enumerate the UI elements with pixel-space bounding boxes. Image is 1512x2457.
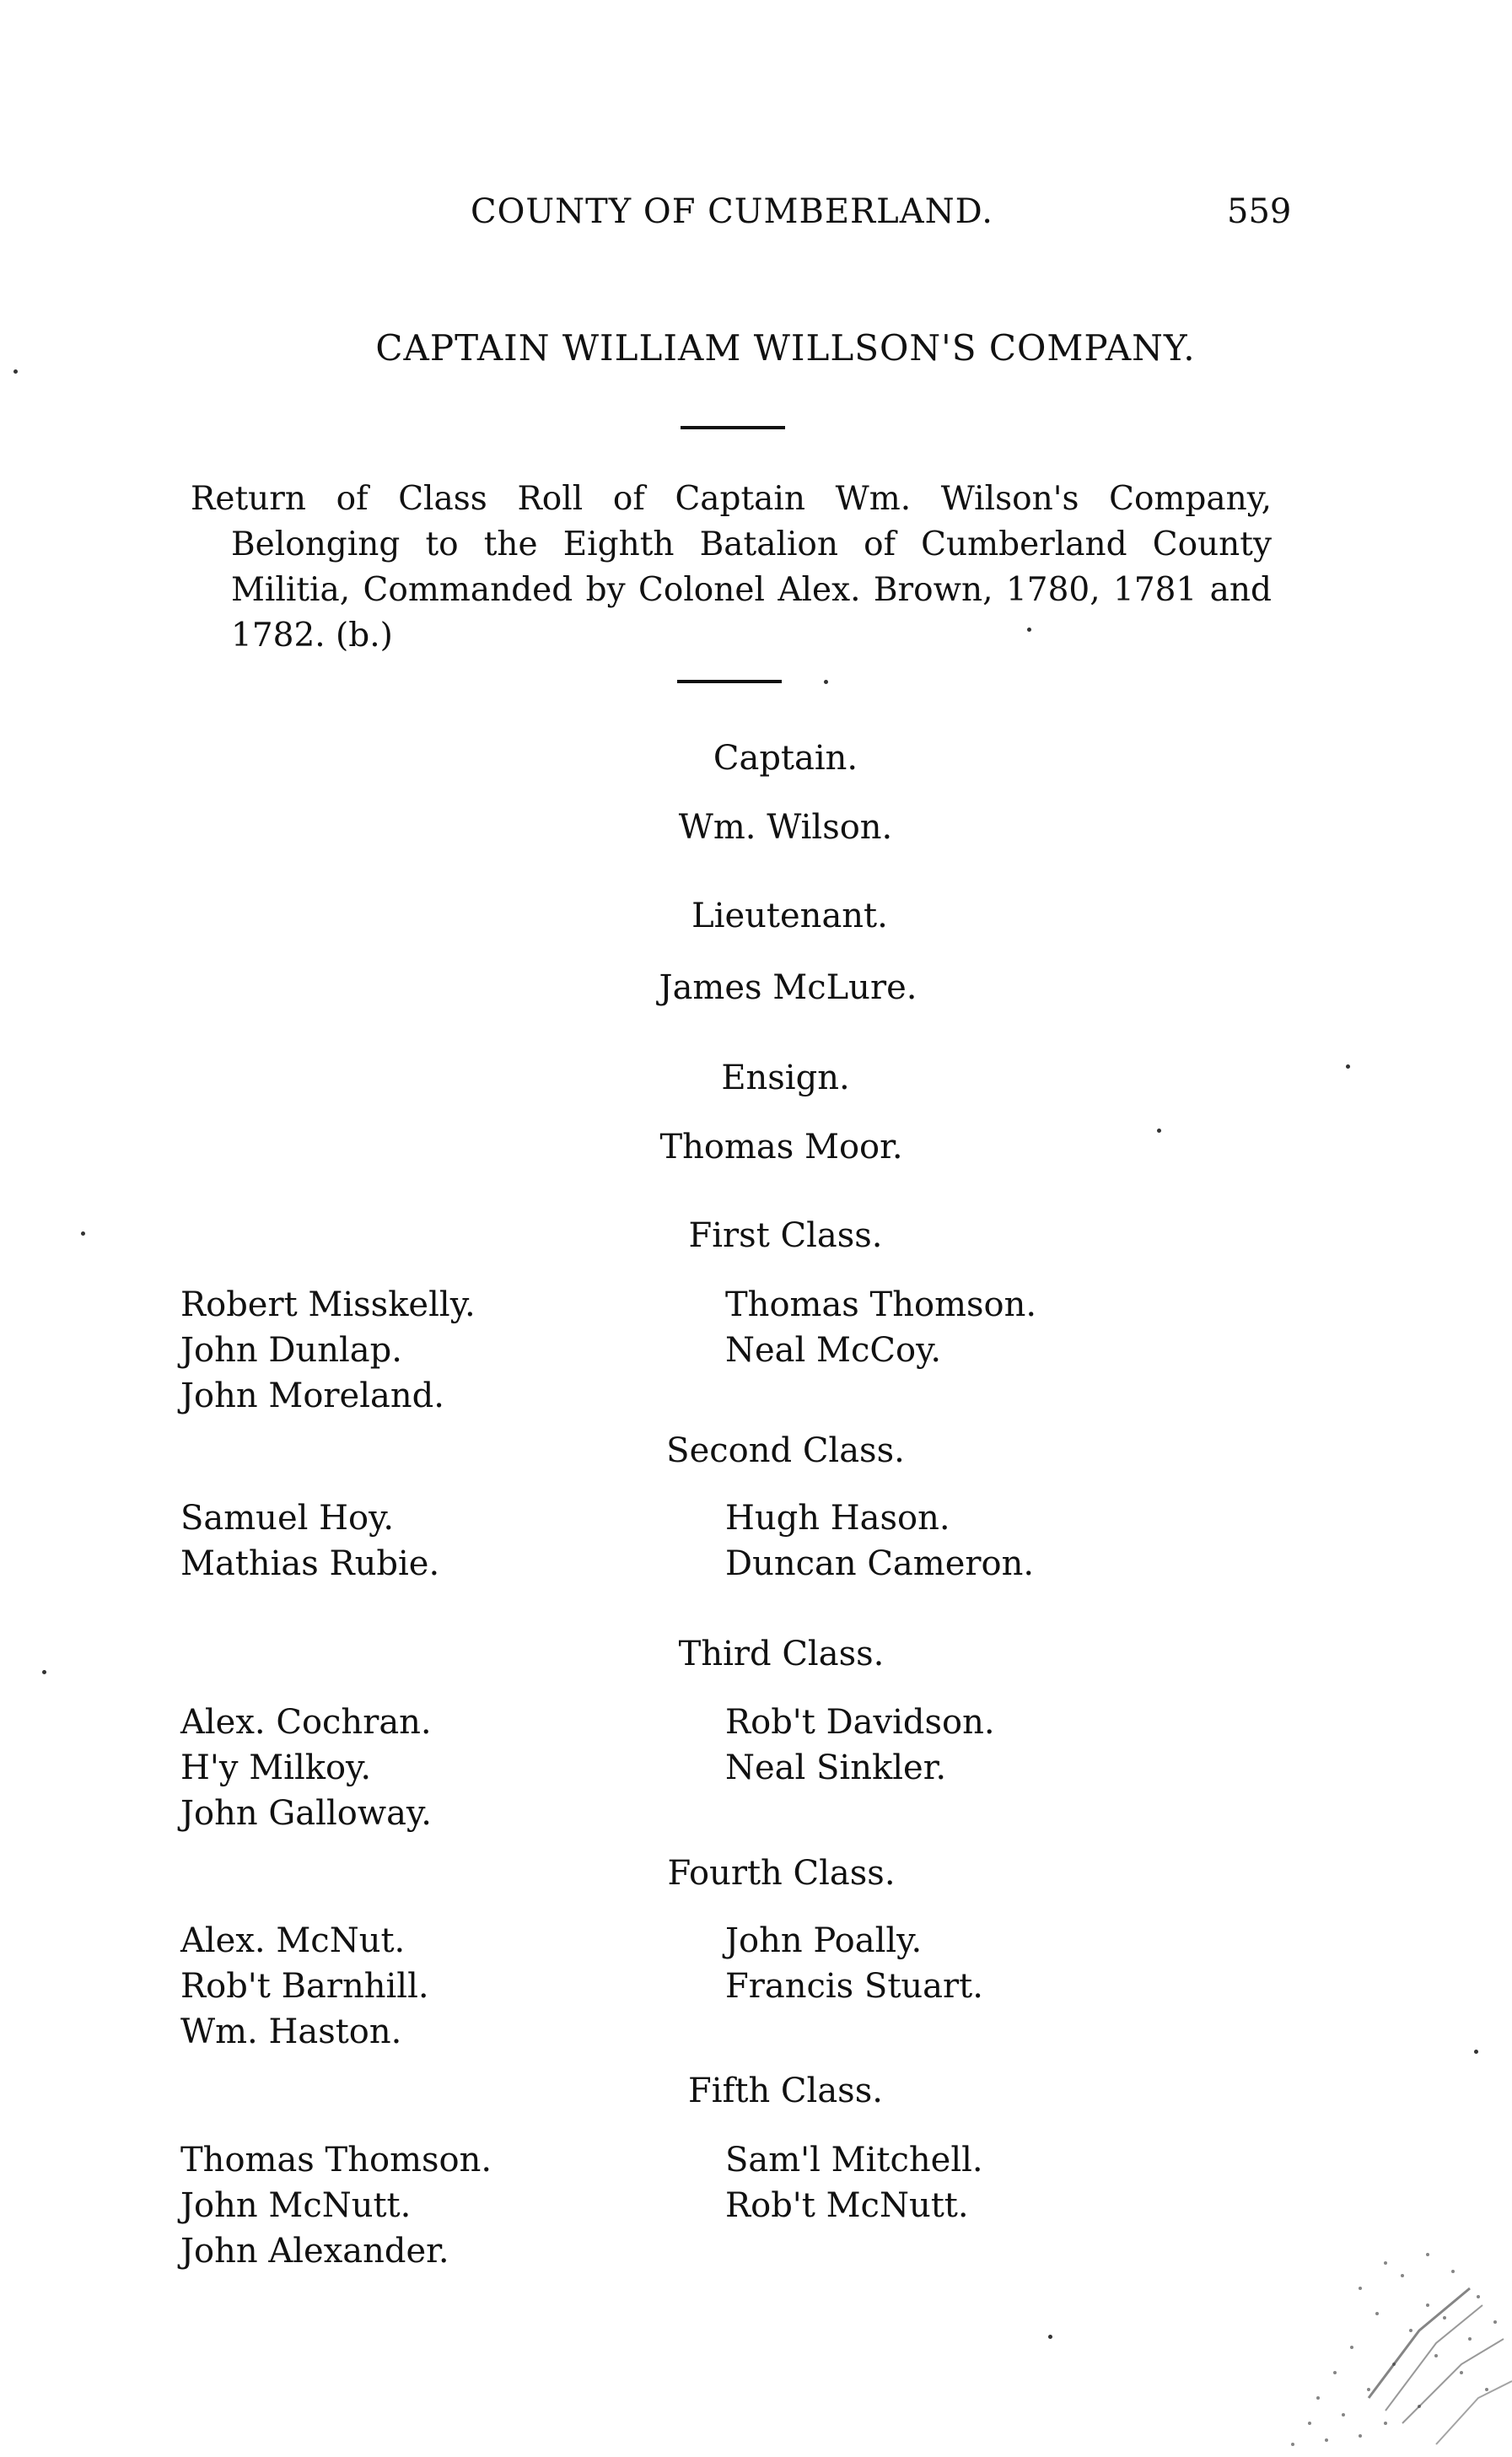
- class-roster-right-first: [725, 1282, 1036, 1373]
- section-title: CAPTAIN WILLIAM WILLSON'S COMPANY.: [375, 327, 1196, 369]
- page-number: 559: [1227, 192, 1292, 231]
- scan-speck: [1157, 1129, 1161, 1133]
- roster-name: John Poally.: [725, 1921, 923, 1960]
- roster-name: Robert Misskelly.: [180, 1285, 476, 1324]
- scan-speck: [1027, 628, 1031, 632]
- roster-name: Hugh Hason.: [725, 1499, 950, 1538]
- roster-name: Neal McCoy.: [725, 1331, 942, 1370]
- roster-name: John Galloway.: [180, 1794, 432, 1833]
- class-label-fifth: Fifth Class.: [688, 2072, 883, 2110]
- class-roster-left-second: [180, 1495, 439, 1587]
- scan-speck: [824, 680, 828, 684]
- lieutenant-name: James McLure.: [659, 968, 917, 1007]
- running-head: COUNTY OF CUMBERLAND.: [471, 192, 993, 231]
- scan-speck: [1474, 2050, 1478, 2054]
- scan-stain-graphic: [1259, 2238, 1512, 2457]
- captain-label: Captain.: [713, 739, 858, 778]
- roster-name: Samuel Hoy.: [180, 1499, 395, 1538]
- intro-paragraph: Return of Class Roll of Captain Wm. Wilson's Company, Belonging to the Eighth Batalion of Cumberland County Militia, Commanded by Colonel Alex. Brown, 1780, 1781 and 1782. (b.): [191, 480, 1272, 655]
- class-roster-left-third: [180, 1700, 432, 1836]
- roster-name: John Alexander.: [180, 2232, 449, 2271]
- roster-name: Rob't McNutt.: [725, 2186, 969, 2225]
- roster-name: Thomas Thomson.: [725, 1285, 1037, 1324]
- ensign-name: Thomas Moor.: [659, 1128, 903, 1167]
- class-label-second: Second Class.: [666, 1431, 905, 1470]
- class-label-first: First Class.: [688, 1216, 883, 1255]
- class-roster-left-fourth: [180, 1918, 429, 2055]
- scan-speck: [42, 1670, 46, 1674]
- roster-name: Mathias Rubie.: [180, 1544, 440, 1583]
- class-roster-left-first: [180, 1282, 476, 1419]
- roster-name: Thomas Thomson.: [180, 2141, 492, 2180]
- roster-name: Alex. Cochran.: [180, 1703, 432, 1742]
- class-roster-left-fifth: [180, 2137, 492, 2274]
- class-roster-right-fourth: [725, 1918, 983, 2009]
- roster-name: Neal Sinkler.: [725, 1748, 947, 1787]
- roster-name: John Moreland.: [180, 1377, 444, 1415]
- roster-name: Alex. McNut.: [180, 1921, 406, 1960]
- scan-speck: [1048, 2335, 1052, 2339]
- roster-name: Wm. Haston.: [180, 2012, 402, 2051]
- roster-name: Sam'l Mitchell.: [725, 2141, 983, 2180]
- captain-name: Wm. Wilson.: [678, 808, 893, 847]
- class-roster-right-fifth: [725, 2137, 983, 2228]
- roster-name: Francis Stuart.: [725, 1967, 983, 2006]
- roster-name: Duncan Cameron.: [725, 1544, 1035, 1583]
- class-roster-right-third: [725, 1700, 995, 1791]
- class-label-third: Third Class.: [678, 1635, 885, 1673]
- scan-speck: [1346, 1064, 1350, 1069]
- roster-name: H'y Milkoy.: [180, 1748, 372, 1787]
- roster-name: Rob't Barnhill.: [180, 1967, 429, 2006]
- roster-name: Rob't Davidson.: [725, 1703, 995, 1742]
- roster-name: John Dunlap.: [180, 1331, 402, 1370]
- lieutenant-label: Lieutenant.: [691, 897, 888, 935]
- title-divider: [681, 426, 785, 429]
- class-roster-right-second: [725, 1495, 1034, 1587]
- intro-divider: [677, 680, 782, 683]
- ensign-label: Ensign.: [721, 1059, 850, 1097]
- roster-name: John McNutt.: [180, 2186, 412, 2225]
- scan-speck: [81, 1231, 85, 1236]
- scan-speck: [13, 369, 18, 374]
- class-label-fourth: Fourth Class.: [667, 1854, 896, 1893]
